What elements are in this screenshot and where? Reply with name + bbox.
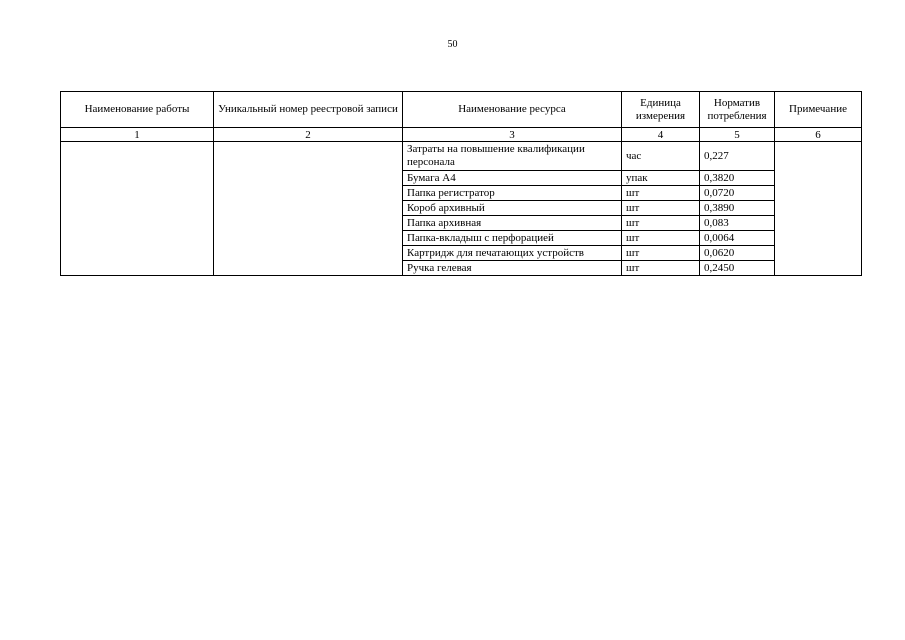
- column-number: 1: [61, 128, 214, 142]
- norm-cell: 0,3890: [700, 201, 775, 216]
- unit-cell: шт: [622, 201, 700, 216]
- unit-cell: упак: [622, 171, 700, 186]
- unit-cell: шт: [622, 216, 700, 231]
- header-registry-number: Уникальный номер реестровой записи: [214, 92, 403, 128]
- resource-name-cell: Папка архивная: [403, 216, 622, 231]
- column-number: 6: [775, 128, 862, 142]
- norm-cell: 0,0064: [700, 231, 775, 246]
- note-cell: [775, 142, 862, 276]
- header-resource-name: Наименование ресурса: [403, 92, 622, 128]
- norm-cell: 0,0720: [700, 186, 775, 201]
- work-name-cell: [61, 142, 214, 276]
- column-number: 3: [403, 128, 622, 142]
- resource-name-cell: Бумага А4: [403, 171, 622, 186]
- norm-cell: 0,3820: [700, 171, 775, 186]
- norm-cell: 0,0620: [700, 246, 775, 261]
- resource-norms-table: [60, 91, 862, 276]
- unit-cell: шт: [622, 246, 700, 261]
- header-norm: Норматив потребления: [700, 92, 775, 128]
- resource-name-cell: Папка регистратор: [403, 186, 622, 201]
- column-number-row: [61, 128, 862, 142]
- resource-name-cell: Затраты на повышение квалификации персонала: [403, 142, 622, 171]
- table-row: [61, 142, 862, 171]
- column-number: 4: [622, 128, 700, 142]
- header-work-name: Наименование работы: [61, 92, 214, 128]
- header-note: Примечание: [775, 92, 862, 128]
- unit-cell: шт: [622, 231, 700, 246]
- resource-name-cell: Папка-вкладыш с перфорацией: [403, 231, 622, 246]
- unit-cell: час: [622, 142, 700, 171]
- column-number: 5: [700, 128, 775, 142]
- page-number: 50: [447, 39, 458, 50]
- norm-cell: 0,083: [700, 216, 775, 231]
- resource-name-cell: Картридж для печатающих устройств: [403, 246, 622, 261]
- registry-number-cell: [214, 142, 403, 276]
- unit-cell: шт: [622, 186, 700, 201]
- norm-cell: 0,2450: [700, 261, 775, 276]
- norm-cell: 0,227: [700, 142, 775, 171]
- header-row: [61, 92, 862, 128]
- header-unit: Единица измерения: [622, 92, 700, 128]
- resource-name-cell: Ручка гелевая: [403, 261, 622, 276]
- unit-cell: шт: [622, 261, 700, 276]
- resource-name-cell: Короб архивный: [403, 201, 622, 216]
- column-number: 2: [214, 128, 403, 142]
